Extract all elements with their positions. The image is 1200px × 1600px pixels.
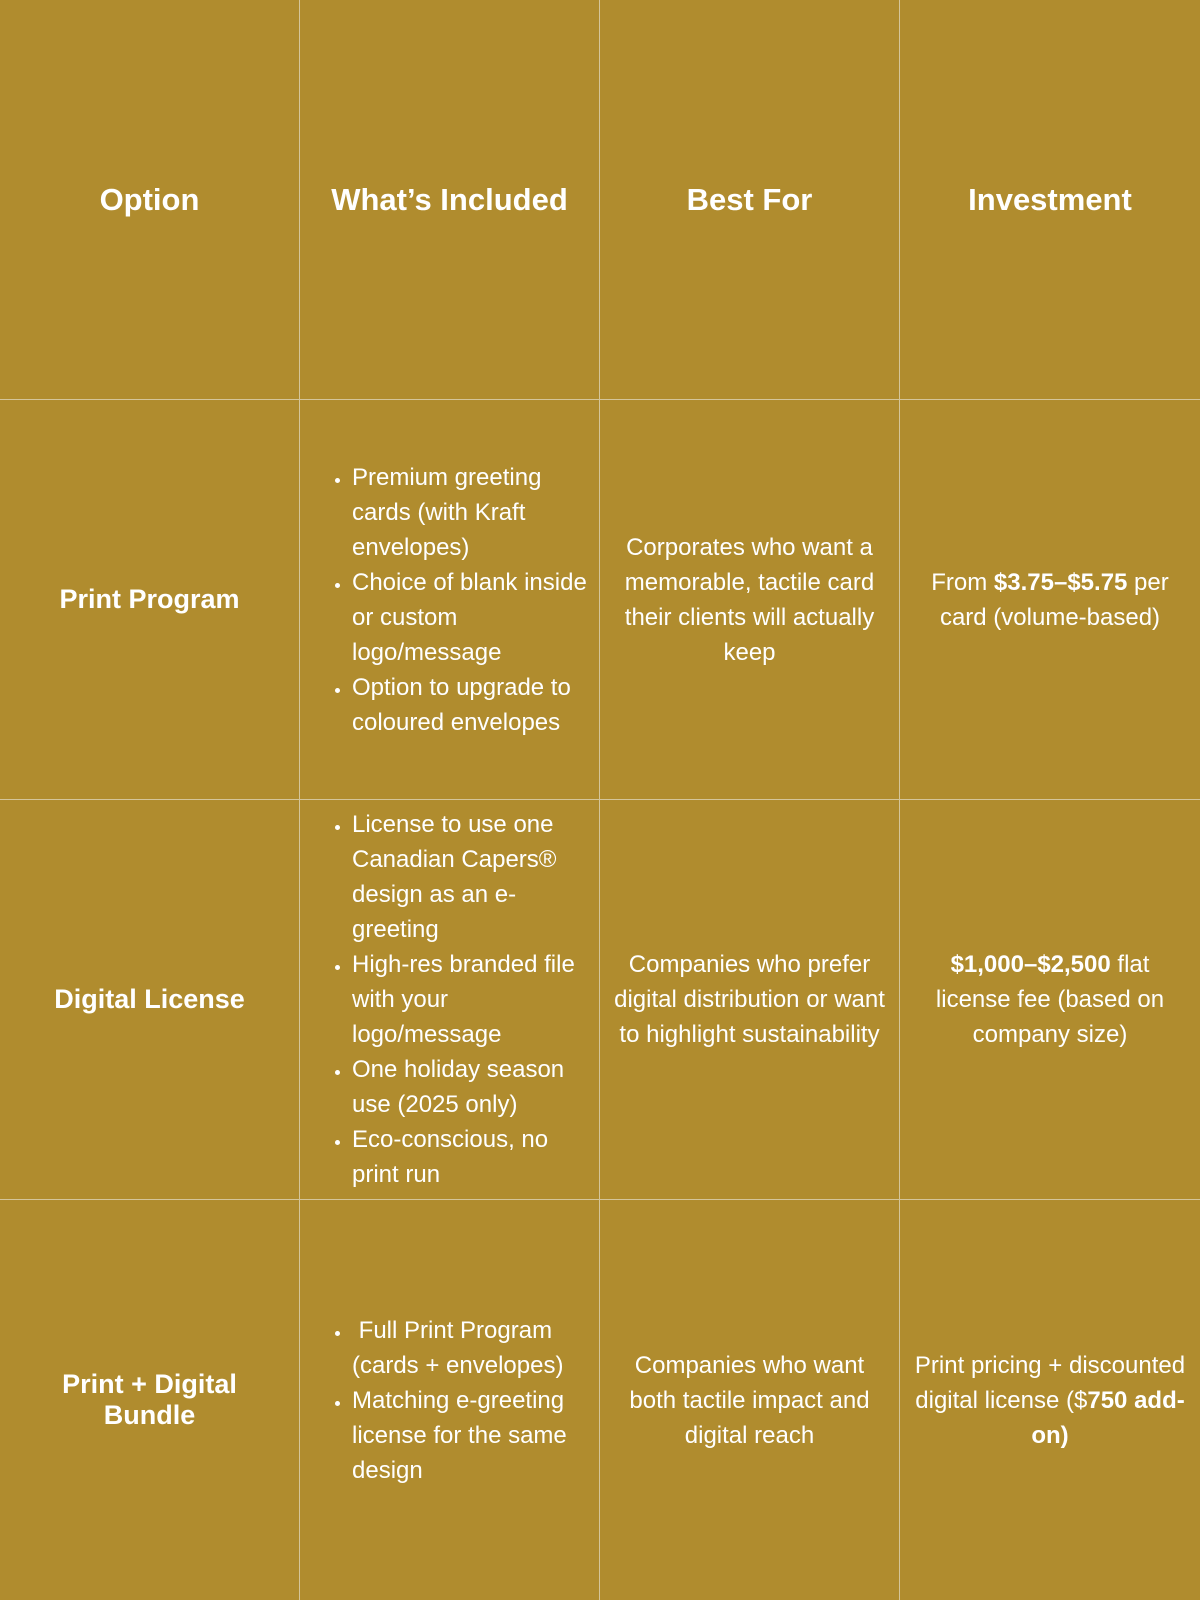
- investment-text: flat license fee (based on company size): [935, 951, 1165, 1048]
- row-best-for-print-program: Corporates who want a memorable, tactile card their clients will actually keep: [600, 400, 900, 800]
- row-best-for-digital-license: Companies who prefer digital distribution or want to highlight sustainability: [600, 800, 900, 1200]
- header-best-for: Best For: [600, 0, 900, 400]
- investment-price: $1,000–$2,500: [950, 951, 1111, 978]
- included-item: • Matching e-greeting license for the same design: [352, 1383, 589, 1488]
- header-investment: Investment: [900, 0, 1200, 400]
- row-included-print-program: [300, 400, 600, 800]
- included-item: • High-res branded file with your logo/message: [352, 947, 589, 1052]
- investment-text: From: [931, 568, 994, 596]
- header-included: What’s Included: [300, 0, 600, 400]
- included-list: [322, 460, 589, 740]
- row-investment-bundle: [900, 1200, 1200, 1600]
- included-item: • Choice of blank inside or custom logo/message: [352, 565, 589, 670]
- row-investment-digital-license: [900, 800, 1200, 1200]
- row-best-for-bundle: Companies who want both tactile impact and digital reach: [600, 1200, 900, 1600]
- included-item: • One holiday season use (2025 only): [352, 1052, 589, 1122]
- row-option-print-program: Print Program: [0, 400, 300, 800]
- row-option-digital-license: Digital License: [0, 800, 300, 1200]
- included-item: • License to use one Canadian Capers® design as an e-greeting: [352, 807, 589, 947]
- row-option-bundle: Print + Digital Bundle: [0, 1200, 300, 1600]
- header-option: Option: [0, 0, 300, 400]
- row-included-digital-license: [300, 800, 600, 1200]
- included-item: • Option to upgrade to coloured envelopes: [352, 670, 589, 740]
- investment-price: $3.75–$5.75: [993, 568, 1128, 596]
- included-list: [322, 1313, 589, 1488]
- row-included-bundle: [300, 1200, 600, 1600]
- included-list: [322, 807, 589, 1192]
- included-item: • Full Print Program (cards + envelopes): [352, 1313, 589, 1383]
- investment-price: 750 add-on): [1031, 1386, 1185, 1449]
- included-item: • Premium greeting cards (with Kraft envelopes): [352, 460, 589, 565]
- included-item: • Eco-conscious, no print run: [352, 1122, 589, 1192]
- investment-text: per card (volume-based): [939, 568, 1169, 631]
- investment-text: Print pricing + discounted digital license ($: [914, 1351, 1186, 1414]
- row-investment-print-program: [900, 400, 1200, 800]
